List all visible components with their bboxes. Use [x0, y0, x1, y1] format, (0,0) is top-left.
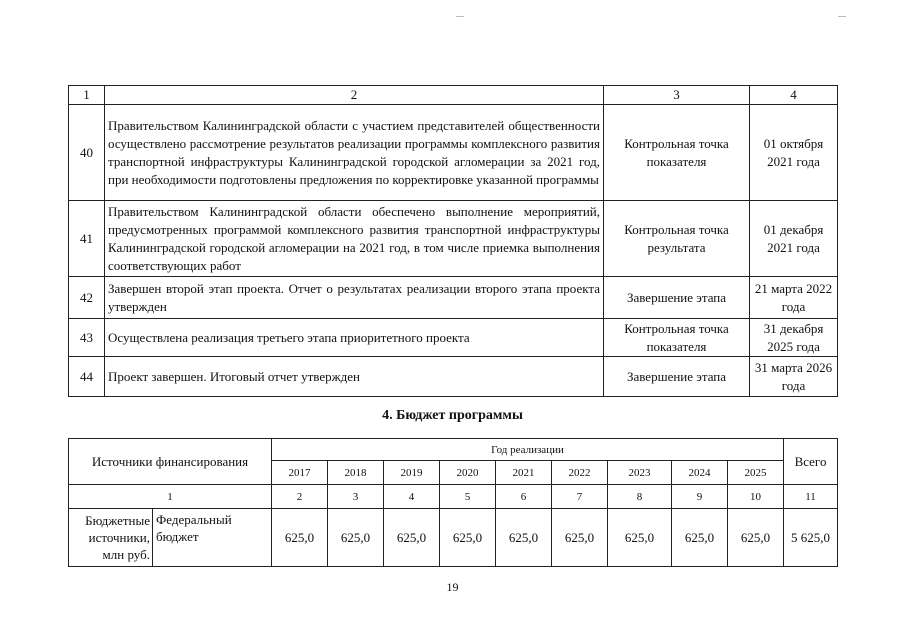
budget-value: 625,0: [272, 509, 328, 567]
milestone-description: Правительством Калининградской области обеспечено выполнение мероприятий, предусмотренных программой комплексного развития транспортной инфраструктуры Калининградской городской агломерации на 2021 год, в том числе приемка выполнения соответствующих работ: [105, 201, 604, 277]
budget-category: Бюджетные источники, млн руб.: [69, 509, 153, 567]
year-cell: 2024: [672, 461, 728, 485]
column-number: 6: [496, 485, 552, 509]
header-cell: 2: [105, 86, 604, 105]
year-cell: 2021: [496, 461, 552, 485]
milestone-date: 21 марта 2022 года: [750, 277, 838, 319]
milestone-row: [69, 319, 838, 357]
milestone-date: 31 марта 2026 года: [750, 357, 838, 397]
page-number: 19: [446, 580, 459, 594]
milestones-header-row: [69, 86, 838, 105]
milestone-number: 42: [69, 277, 105, 319]
scan-mark: [456, 16, 464, 17]
budget-value: 625,0: [496, 509, 552, 567]
column-number: 10: [728, 485, 784, 509]
column-number: 11: [784, 485, 838, 509]
milestone-type: Контрольная точка показателя: [604, 319, 750, 357]
milestone-date: 01 октября 2021 года: [750, 105, 838, 201]
header-cell: 3: [604, 86, 750, 105]
column-number: 9: [672, 485, 728, 509]
year-cell: 2020: [440, 461, 496, 485]
budget-value: 625,0: [608, 509, 672, 567]
milestone-number: 44: [69, 357, 105, 397]
milestone-description: Правительством Калининградской области с участием представителей общественности осуществлено рассмотрение результатов реализации программы комплексного развития транспортной инфраструктуры Калининградской городской агломерации за 2021 год, при необходимости подготовлены предложения по корректировке указанной программы: [105, 105, 604, 201]
budget-value: 625,0: [328, 509, 384, 567]
milestone-description: Осуществлена реализация третьего этапа приоритетного проекта: [105, 319, 604, 357]
budget-header-row: [69, 439, 838, 461]
column-number: 5: [440, 485, 496, 509]
budget-value: 625,0: [384, 509, 440, 567]
budget-value: 625,0: [672, 509, 728, 567]
milestone-type: Завершение этапа: [604, 357, 750, 397]
year-cell: 2025: [728, 461, 784, 485]
milestones-table: [68, 85, 838, 397]
milestone-description: Завершен второй этап проекта. Отчет о результатах реализации второго этапа проекта утвержден: [105, 277, 604, 319]
year-cell: 2019: [384, 461, 440, 485]
milestone-description: Проект завершен. Итоговый отчет утвержден: [105, 357, 604, 397]
header-cell: 4: [750, 86, 838, 105]
milestone-date: 31 декабря 2025 года: [750, 319, 838, 357]
milestone-number: 40: [69, 105, 105, 201]
milestone-row: [69, 105, 838, 201]
budget-data-row: [69, 509, 838, 567]
budget-value: 625,0: [728, 509, 784, 567]
column-number: 1: [69, 485, 272, 509]
milestone-type: Контрольная точка результата: [604, 201, 750, 277]
budget-value: 625,0: [440, 509, 496, 567]
year-cell: 2022: [552, 461, 608, 485]
column-number: 7: [552, 485, 608, 509]
budget-column-numbers-row: [69, 485, 838, 509]
budget-source: Федеральный бюджет: [153, 509, 272, 567]
year-cell: 2023: [608, 461, 672, 485]
budget-value: 625,0: [552, 509, 608, 567]
milestone-date: 01 декабря 2021 года: [750, 201, 838, 277]
budget-section-title: 4. Бюджет программы: [382, 408, 523, 423]
column-number: 3: [328, 485, 384, 509]
budget-table: [68, 438, 838, 567]
sources-header: Источники финансирования: [69, 439, 272, 485]
milestone-row: [69, 277, 838, 319]
milestone-row: [69, 357, 838, 397]
column-number: 8: [608, 485, 672, 509]
budget-total: 5 625,0: [784, 509, 838, 567]
scan-mark: [838, 16, 846, 17]
milestone-type: Контрольная точка показателя: [604, 105, 750, 201]
year-header: Год реализации: [272, 439, 784, 461]
milestone-number: 41: [69, 201, 105, 277]
total-header: Всего: [784, 439, 838, 485]
year-cell: 2018: [328, 461, 384, 485]
milestone-row: [69, 201, 838, 277]
header-cell: 1: [69, 86, 105, 105]
milestone-number: 43: [69, 319, 105, 357]
column-number: 4: [384, 485, 440, 509]
year-cell: 2017: [272, 461, 328, 485]
milestone-type: Завершение этапа: [604, 277, 750, 319]
column-number: 2: [272, 485, 328, 509]
